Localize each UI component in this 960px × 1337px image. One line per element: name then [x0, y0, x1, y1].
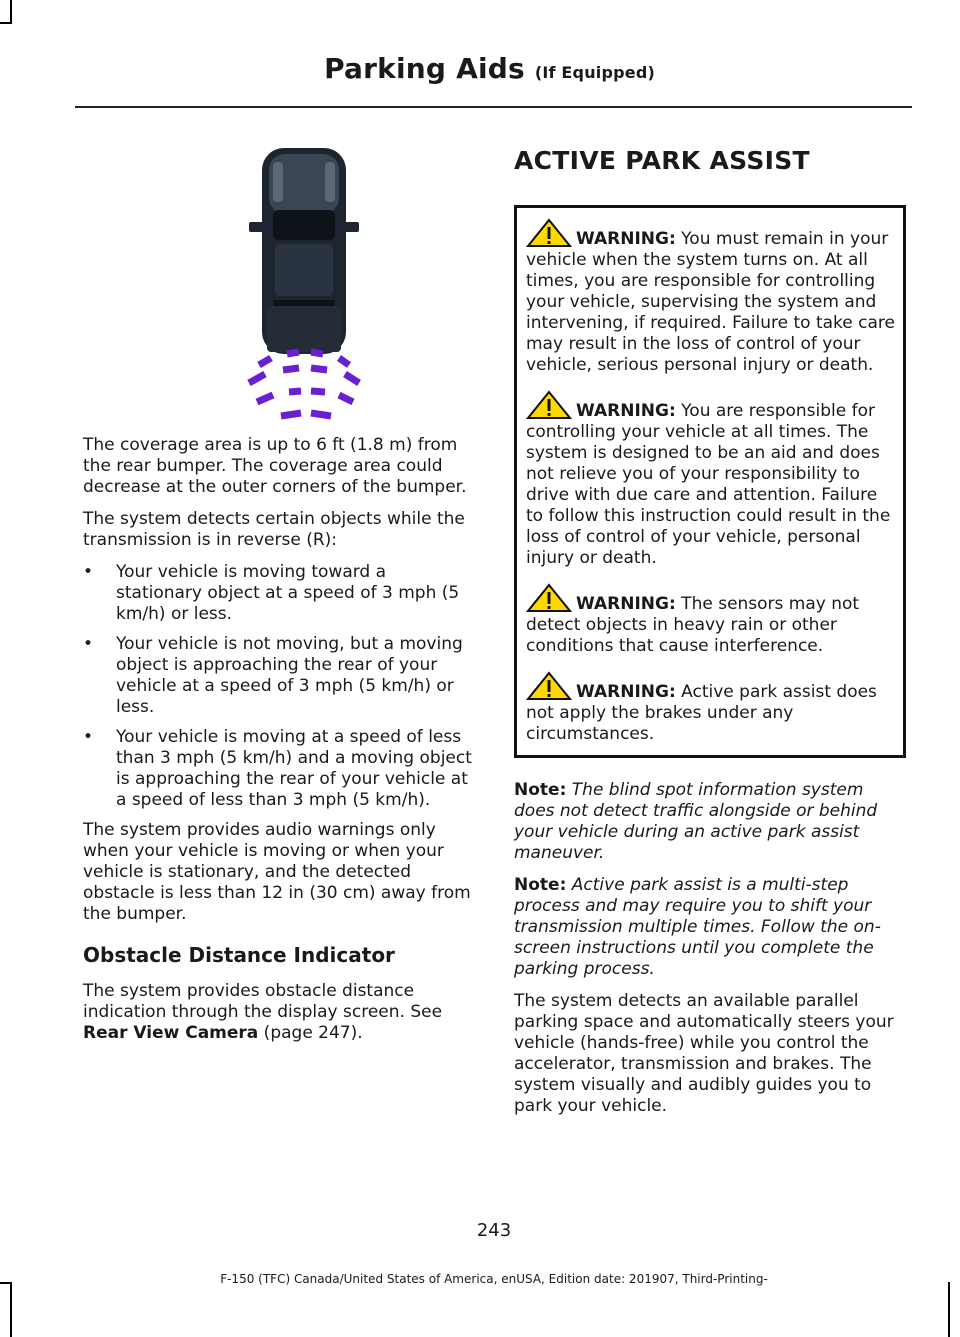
- page-title-subtitle: (If Equipped): [534, 63, 655, 82]
- list-item: • Your vehicle is not moving, but a moving object is approaching the rear of your vehicle at a speed of 3 mph (5 km/h) or less.: [83, 634, 463, 717]
- warning-triangle-icon: [526, 390, 572, 420]
- crop-mark: [0, 22, 12, 24]
- warning-triangle-icon: [526, 218, 572, 248]
- rear-view-camera-link[interactable]: Rear View Camera: [83, 1023, 259, 1043]
- note-item: Note: The blind spot information system does not detect traffic alongside or behind your vehicle during an active park assist maneuver.: [514, 780, 878, 863]
- note-item: Note: Active park assist is a multi-step process and may require you to shift your transmission multiple times. Follow the on-screen instructions until you complete the parking process.: [514, 875, 881, 979]
- crop-mark: [948, 1282, 950, 1337]
- right-column: [514, 140, 906, 1128]
- footer-text: F-150 (TFC) Canada/United States of America, enUSA, Edition date: 201907, Third-Printing-: [220, 1272, 768, 1286]
- page-title-main: Parking Aids: [324, 52, 525, 85]
- header-divider: [75, 106, 912, 108]
- vehicle-rear-sensor-illustration: [229, 140, 389, 425]
- warning-item: WARNING: You are responsible for controlling your vehicle at all times. The system is designed to be an aid and does not relieve you of your responsibility to drive with due care and attention. Failure to follow this instruction could result in the loss of control of your vehicle, personal injury or death.: [526, 390, 897, 569]
- detects-paragraph: The system detects certain objects while the transmission is in reverse (R):: [83, 509, 465, 550]
- warning-item: WARNING: The sensors may not detect objects in heavy rain or other conditions that cause interference.: [526, 583, 897, 657]
- bullet-icon: •: [83, 634, 94, 654]
- section-title: ACTIVE PARK ASSIST: [514, 146, 810, 175]
- bullet-icon: •: [83, 727, 94, 747]
- warning-item: WARNING: You must remain in your vehicle when the system turns on. At all times, you are responsible for controlling your vehicle, supervising the system and intervening, if required. Failure to take care may result in the loss of control of your vehicle, serious personal injury or death.: [526, 218, 897, 376]
- bullet-icon: •: [83, 562, 94, 582]
- coverage-paragraph: The coverage area is up to 6 ft (1.8 m) from the rear bumper. The coverage area could decrease at the outer corners of the bumper.: [83, 435, 467, 497]
- left-column: [83, 140, 475, 1055]
- page-title: [324, 52, 655, 85]
- page-number: 243: [476, 1220, 512, 1241]
- truck-icon: [249, 148, 359, 354]
- warning-triangle-icon: [526, 583, 572, 613]
- list-item: • Your vehicle is moving toward a stationary object at a speed of 3 mph (5 km/h) or less.: [83, 562, 460, 624]
- warning-item: WARNING: Active park assist does not apply the brakes under any circumstances.: [526, 671, 897, 745]
- warning-box: [514, 205, 906, 758]
- audio-warnings-paragraph: The system provides audio warnings only when your vehicle is moving or when your vehicle is stationary, and the detected obstacle is less than 12 in (30 cm) away from the bumper.: [83, 820, 471, 924]
- crop-mark: [10, 0, 12, 24]
- crop-mark: [10, 1282, 12, 1337]
- rear-sensor-arcs-icon: [249, 352, 359, 416]
- obstacle-distance-paragraph: The system provides obstacle distance indication through the display screen. See Rear View Camera (page 247).: [83, 981, 443, 1043]
- section-heading: Obstacle Distance Indicator: [83, 943, 395, 967]
- warning-triangle-icon: [526, 671, 572, 701]
- parallel-parking-paragraph: The system detects an available parallel parking space and automatically steers your vehicle (hands-free) while you control the accelerator, transmission and brakes. The system visually and audibly guides you to park your vehicle.: [514, 991, 894, 1116]
- list-item: • Your vehicle is moving at a speed of less than 3 mph (5 km/h) and a moving object is approaching the rear of your vehicle at a speed of less than 3 mph (5 km/h).: [83, 727, 472, 810]
